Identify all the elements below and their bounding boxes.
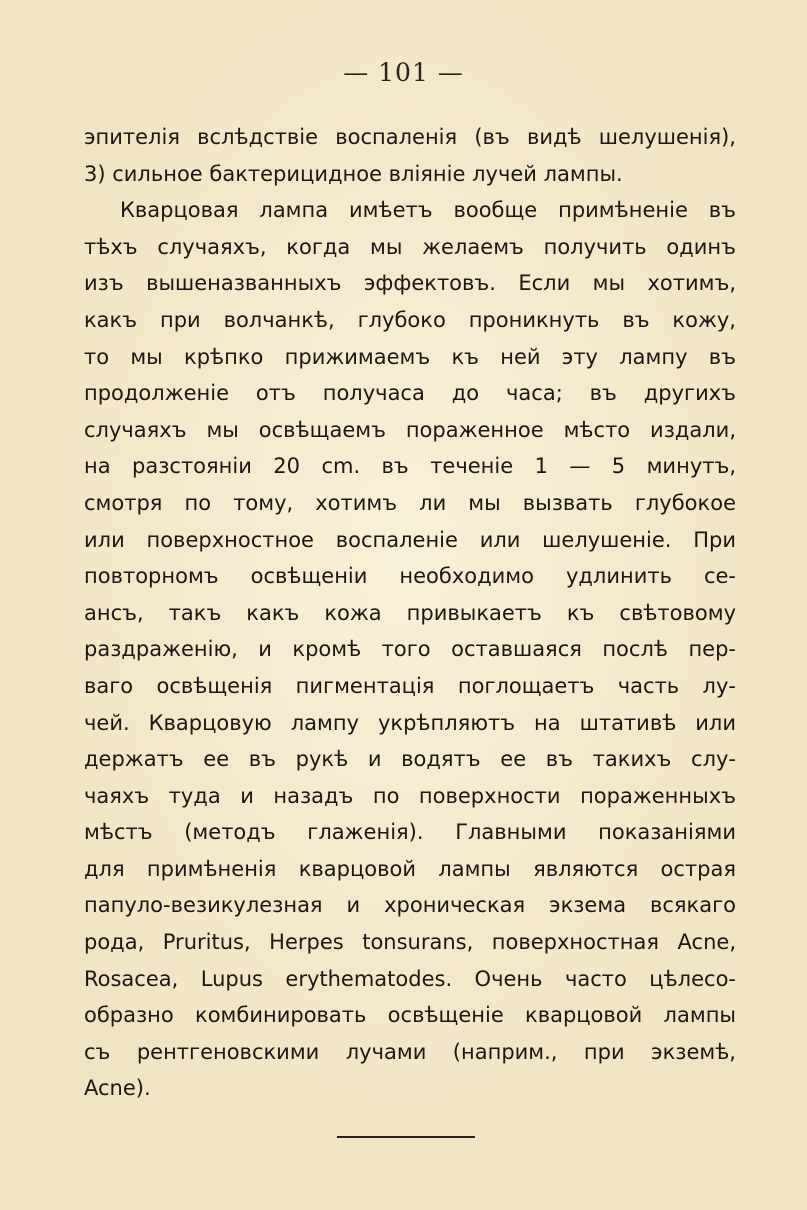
- text-line: образно комбинировать освѣщеніе кварцовой лампы: [84, 1003, 736, 1028]
- text-line: Кварцовая лампа имѣетъ вообще примѣненіе въ: [120, 198, 736, 223]
- text-line: Acne).: [84, 1076, 151, 1101]
- end-rule: [337, 1136, 475, 1138]
- text-line: мѣстъ (методъ глаженія). Главными показаніями: [84, 820, 736, 845]
- text-line: тѣхъ случаяхъ, когда мы желаемъ получить одинъ: [84, 234, 736, 259]
- text-line: рода, Pruritus, Herpes tonsurans, поверхностная Acne,: [84, 930, 736, 955]
- text-line: съ рентгеновскими лучами (наприм., при экземѣ,: [84, 1039, 736, 1064]
- text-line: ансъ, такъ какъ кожа привыкаетъ къ свѣтовому: [84, 600, 736, 625]
- text-line: эпителія вслѣдствіе воспаленія (въ видѣ шелушенія),: [84, 125, 736, 149]
- text-line: какъ при волчанкѣ, глубоко проникнуть въ кожу,: [84, 307, 736, 332]
- text-line: повторномъ освѣщеніи необходимо удлинить се-: [84, 564, 736, 589]
- text-line: на разстояніи 20 cm. въ теченіе 1 — 5 минутъ,: [84, 454, 736, 479]
- text-line: раздраженію, и кромѣ того оставшаяся послѣ пер-: [84, 637, 736, 662]
- text-line: папуло-везикулезная и хроническая экзема всякаго: [84, 893, 736, 918]
- text-line: Rosacea, Lupus erythematodes. Очень часто цѣлесо-: [84, 966, 736, 991]
- text-line: чей. Кварцовую лампу укрѣпляютъ на штативѣ или: [84, 710, 736, 735]
- text-line: или поверхностное воспаленіе или шелушеніе. При: [84, 527, 736, 552]
- text-line: чаяхъ туда и назадъ по поверхности пораженныхъ: [84, 783, 736, 808]
- text-line: держатъ ее въ рукѣ и водятъ ее въ такихъ слу-: [84, 747, 736, 772]
- text-line: 3) сильное бактерицидное вліяніе лучей лампы.: [84, 161, 623, 186]
- text-line: смотря по тому, хотимъ ли мы вызвать глубокое: [84, 490, 736, 515]
- text-line: изъ вышеназванныхъ эффектовъ. Если мы хотимъ,: [84, 271, 736, 296]
- text-line: ваго освѣщенія пигментація поглощаетъ часть лу-: [84, 673, 736, 698]
- text-line: для примѣненія кварцовой лампы являются острая: [84, 856, 736, 881]
- text-line: то мы крѣпко прижимаемъ къ ней эту лампу въ: [84, 344, 736, 369]
- body-text: [84, 119, 736, 1107]
- text-line: продолженіе отъ получаса до часа; въ другихъ: [84, 381, 736, 406]
- page-number: — 101 —: [343, 58, 464, 87]
- text-line: случаяхъ мы освѣщаемъ пораженное мѣсто издали,: [84, 417, 736, 442]
